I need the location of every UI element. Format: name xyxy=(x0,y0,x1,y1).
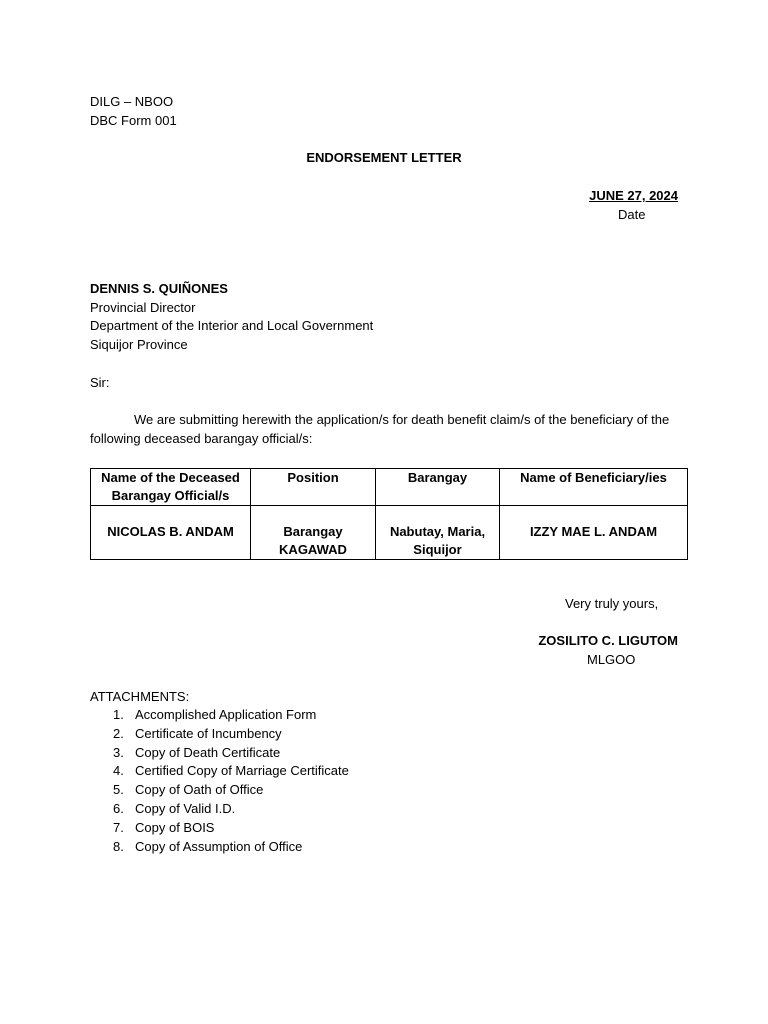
office-code: DILG – NBOO xyxy=(90,94,174,109)
table-cell xyxy=(91,506,251,560)
table-header-row xyxy=(91,469,688,506)
addressee-name: DENNIS S. QUIÑONES xyxy=(90,281,228,296)
body-text: We are submitting herewith the application/s for death benefit claim/s of the beneficiary of the following deceased barangay official/s: xyxy=(90,412,670,446)
column-header: Name of Beneficiary/ies xyxy=(500,469,688,506)
letter-page: DILG – NBOO DBC Form 001 ENDORSEMENT LETTER JUNE 27, 2024 Date DENNIS S. QUIÑONES Provincial Director Department of the Interior and Local Government Siquijor Province Sir: We are submitting herewith the application/s for death benefit claim/s of the beneficiary of the following deceased barangay official/s: Name of the Deceased Barangay Official/s Position Barangay Name of Beneficiary/ies NICOLAS B. ANDAM Barangay KAGAWAD Nabutay, Maria, Siquijor IZZY MAE L. ANDAM Very truly yours, ZOSILITO C. LIGUTOM MLGOO ATTACHMENTS: 1. Accomplished Application Form 2. Certificate of Incumbency 3. Copy of Death Certificate 4. Certified Copy of Marriage Certificate 5. Copy of Oath of Office 6. Copy of Valid I.D. 7. Copy of BOIS 8. Copy of Assumption of Office xyxy=(0,0,768,1024)
date-label: Date xyxy=(618,207,646,222)
form-code: DBC Form 001 xyxy=(90,113,177,128)
table-cell xyxy=(251,506,376,560)
body-paragraph xyxy=(90,411,690,448)
table-cell xyxy=(500,506,688,560)
deceased-position: Barangay KAGAWAD xyxy=(279,524,347,557)
column-header: Position xyxy=(251,469,376,506)
attachments-heading: ATTACHMENTS: xyxy=(90,689,190,704)
document-title: ENDORSEMENT LETTER xyxy=(306,150,462,165)
table-row xyxy=(91,506,688,560)
deceased-officials-table xyxy=(90,468,688,560)
column-header: Name of the Deceased Barangay Official/s xyxy=(91,469,251,506)
deceased-barangay: Nabutay, Maria, Siquijor xyxy=(389,524,486,557)
signatory-name: ZOSILITO C. LIGUTOM xyxy=(538,633,678,648)
table-cell xyxy=(376,506,500,560)
closing: Very truly yours, xyxy=(565,596,659,611)
salutation: Sir: xyxy=(90,375,110,390)
letter-date: JUNE 27, 2024 xyxy=(589,188,678,203)
addressee-position: Provincial Director xyxy=(90,299,196,315)
deceased-name: NICOLAS B. ANDAM xyxy=(107,524,234,539)
addressee-block xyxy=(90,280,373,354)
beneficiary-name: IZZY MAE L. ANDAM xyxy=(529,524,658,539)
addressee-department: Department of the Interior and Local Government xyxy=(90,318,374,333)
addressee-province: Siquijor Province xyxy=(90,336,188,352)
signatory-title: MLGOO xyxy=(587,652,636,667)
column-header: Barangay xyxy=(376,469,500,506)
